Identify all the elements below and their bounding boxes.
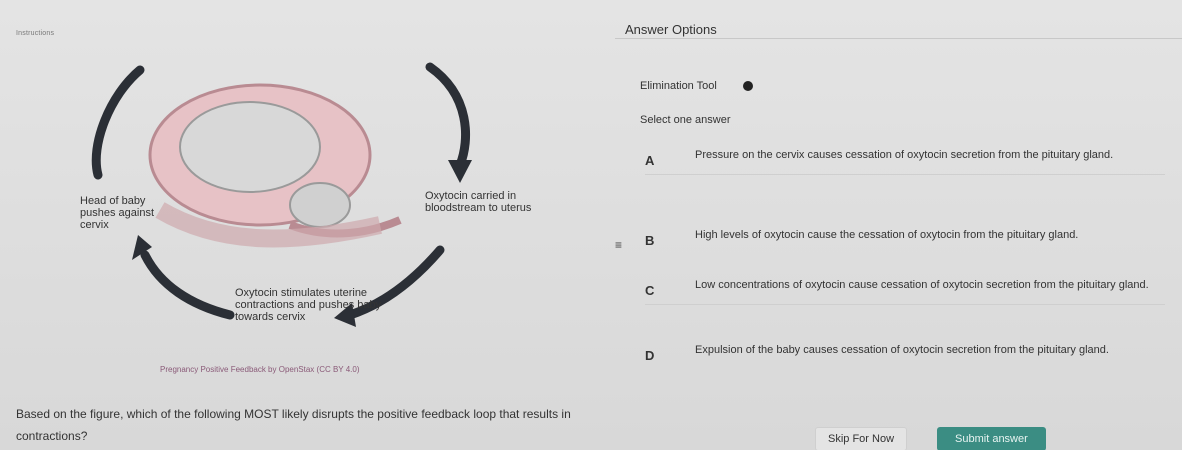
question-text: Based on the figure, which of the following MOST likely disrupts the positive feedback loop that results in contractions?	[16, 407, 571, 443]
skip-for-now-button[interactable]: Skip For Now	[815, 427, 907, 450]
answer-panel	[615, 0, 1182, 450]
select-one-label: Select one answer	[640, 114, 731, 126]
option-text: High levels of oxytocin cause the cessation of oxytocin from the pituitary gland.	[695, 229, 1079, 241]
bottom-left-arrow	[145, 255, 230, 315]
top-right-arrow	[430, 67, 466, 165]
baby-head	[290, 183, 350, 227]
top-left-arrow	[96, 70, 140, 175]
option-letter: A	[645, 153, 655, 168]
elimination-tool[interactable]	[640, 80, 753, 92]
oxytocin-bloodstream-label: Oxytocin carried in bloodstream to uterus	[425, 190, 532, 214]
elimination-tool-label: Elimination Tool	[640, 80, 717, 92]
answer-option-d[interactable]	[645, 340, 1165, 369]
option-text: Pressure on the cervix causes cessation of oxytocin secretion from the pituitary gland.	[695, 149, 1114, 161]
positive-feedback-figure	[50, 55, 570, 385]
instructions-label: Instructions	[16, 30, 55, 37]
action-buttons	[815, 427, 1046, 450]
answer-options-header: Answer Options	[625, 22, 717, 37]
elimination-toggle-icon[interactable]	[743, 81, 753, 91]
top-right-arrowhead	[448, 160, 472, 183]
drag-handle-icon[interactable]: ≡	[615, 238, 623, 252]
baby-body	[180, 102, 320, 192]
answer-option-a[interactable]	[645, 145, 1165, 175]
option-letter: D	[645, 348, 655, 363]
option-text: Expulsion of the baby causes cessation of oxytocin secretion from the pituitary gland.	[695, 344, 1109, 356]
header-divider	[615, 38, 1182, 39]
figure-credit: Pregnancy Positive Feedback by OpenStax (CC BY 4.0)	[160, 365, 360, 374]
head-of-baby-label: Head of baby pushes against cervix	[80, 195, 154, 231]
option-letter: B	[645, 233, 655, 248]
answer-option-b[interactable]	[645, 225, 1165, 254]
option-text: Low concentrations of oxytocin cause cessation of oxytocin secretion from the pituitary gland.	[695, 279, 1149, 291]
submit-answer-button[interactable]: Submit answer	[937, 427, 1046, 450]
answer-option-c[interactable]	[645, 275, 1165, 305]
oxytocin-stimulates-label: Oxytocin stimulates uterine contractions and pushes baby towards cervix	[235, 287, 382, 323]
option-letter: C	[645, 283, 655, 298]
